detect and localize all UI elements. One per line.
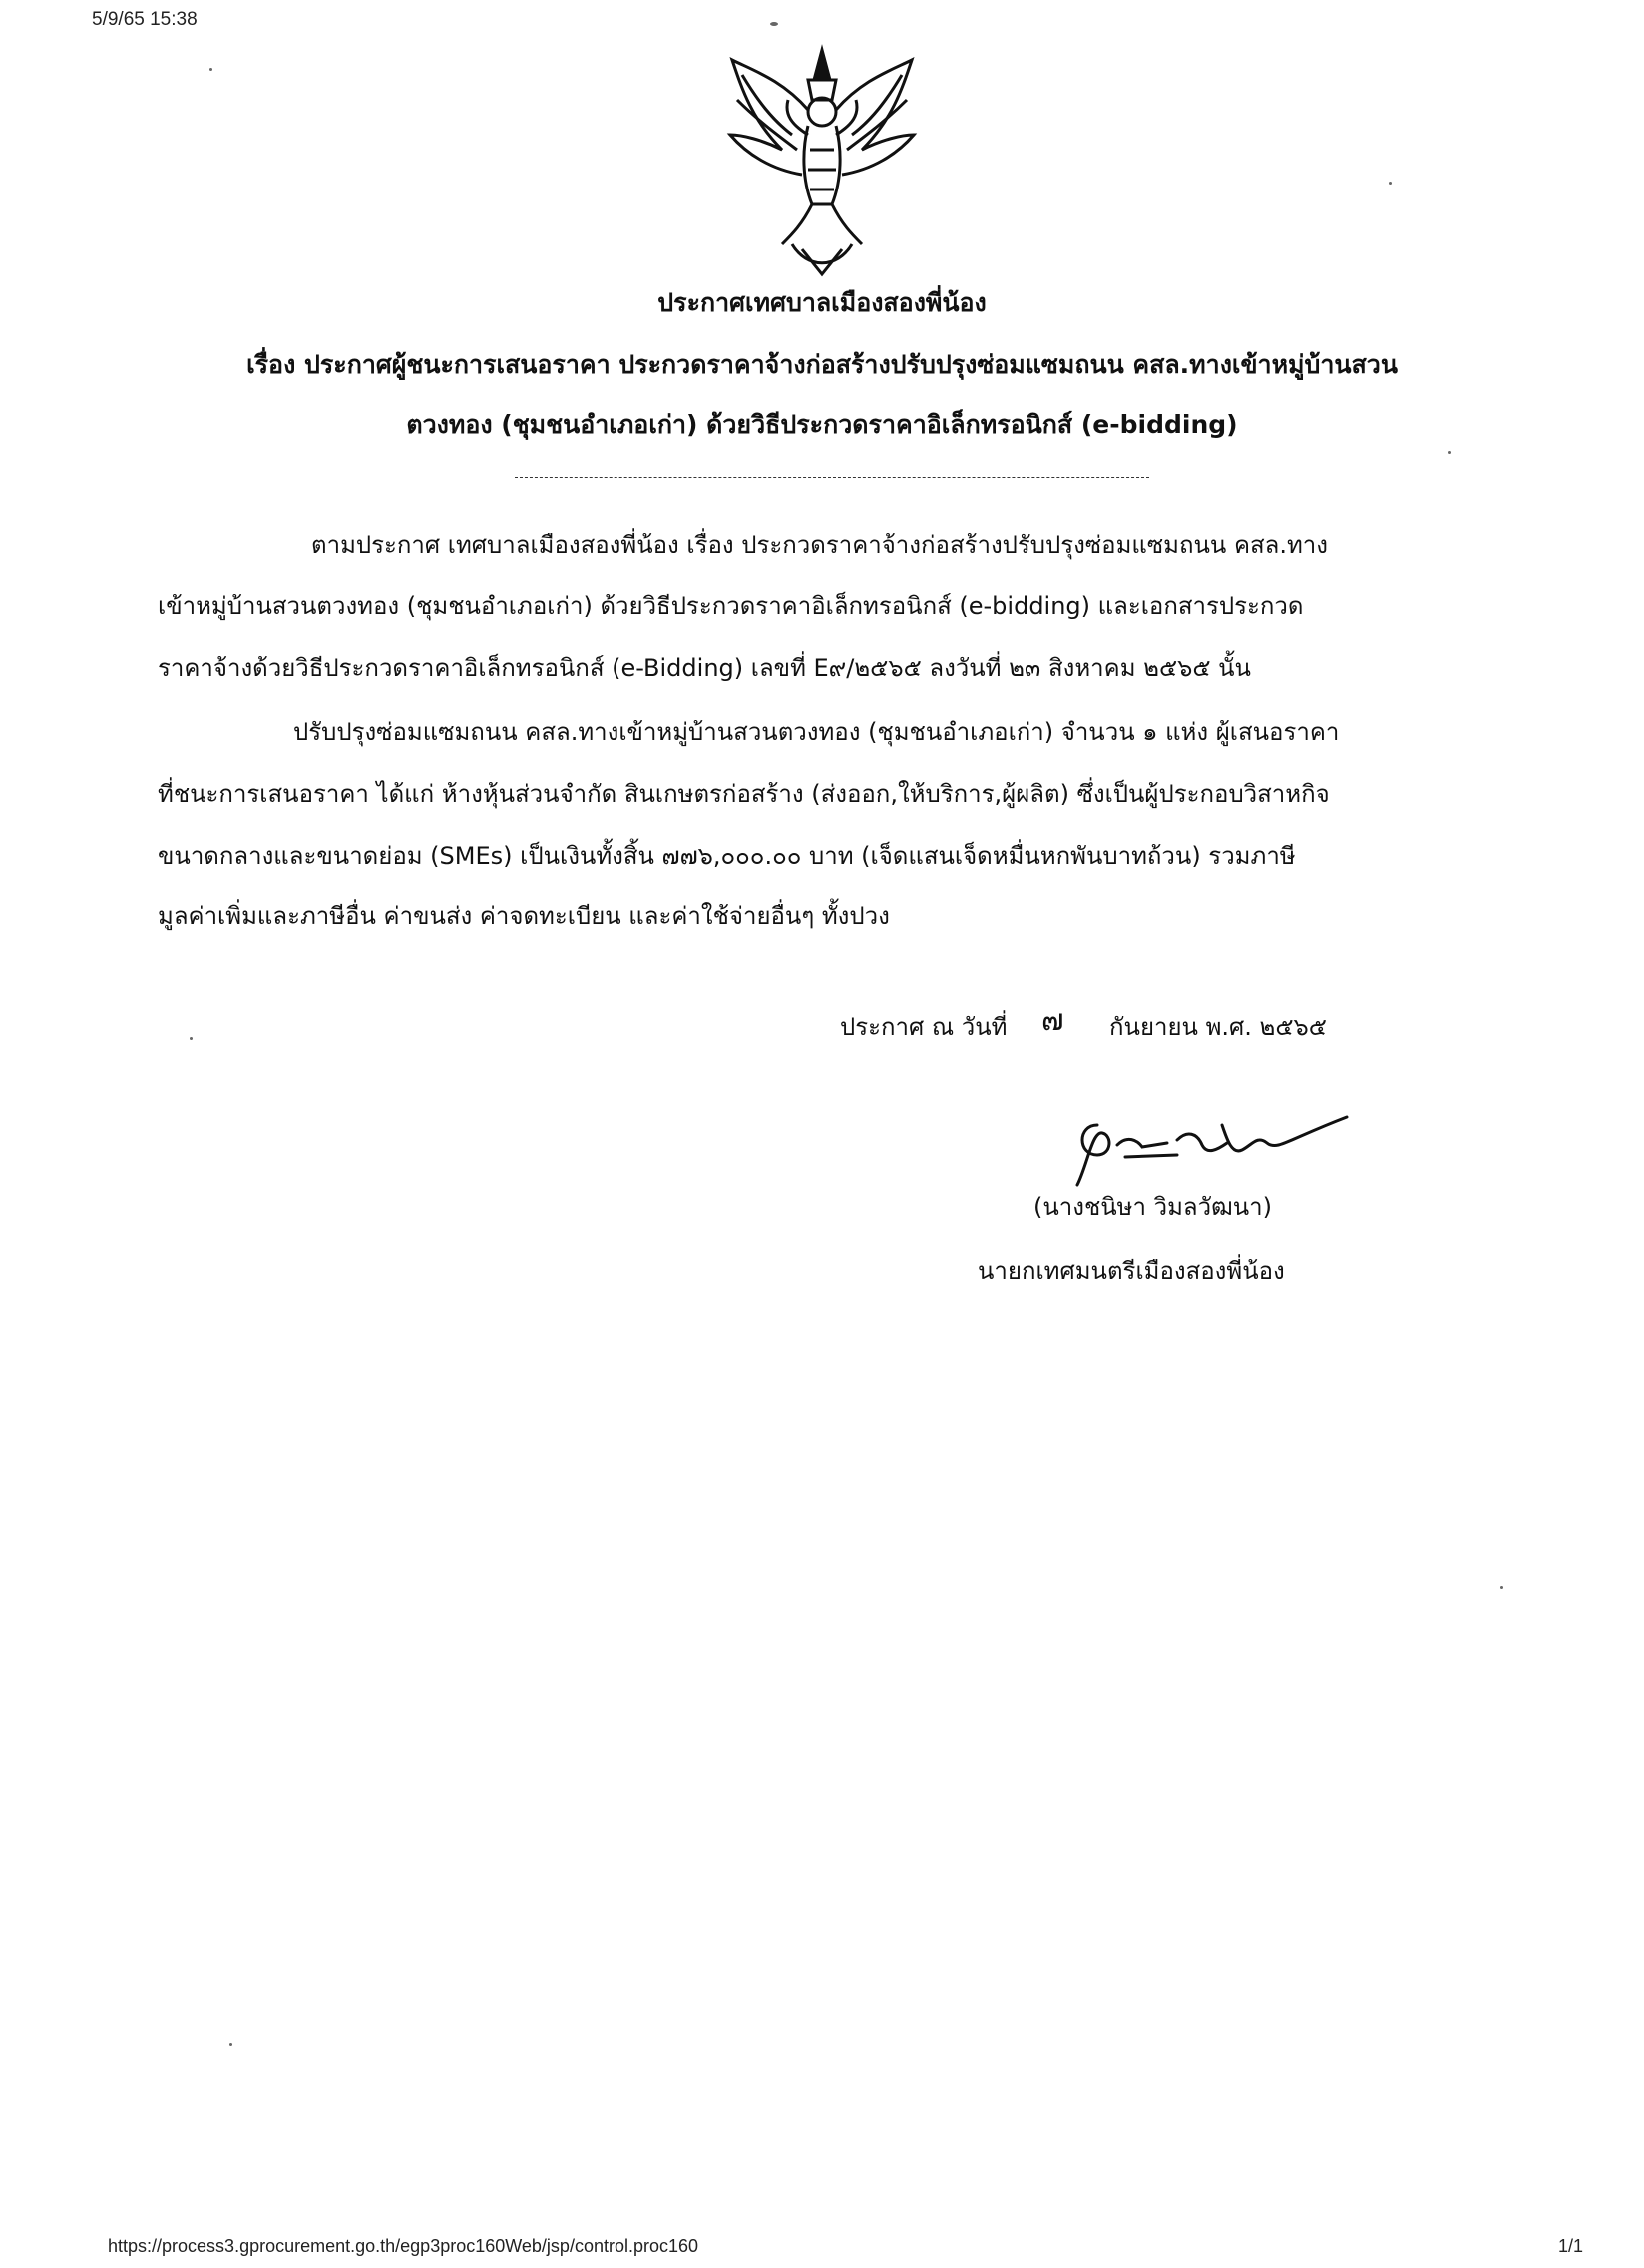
signer-title: นายกเทศมนตรีเมืองสองพี่น้อง [978, 1257, 1285, 1285]
paragraph1-line2: เข้าหมู่บ้านสวนตวงทอง (ชุมชนอำเภอเก่า) ด้วยวิธีประกวดราคาอิเล็กทรอนิกส์ (e-bidding) และเอกสารประกวด [158, 592, 1304, 620]
paragraph2-line4: มูลค่าเพิ่มและภาษีอื่น ค่าขนส่ง ค่าจดทะเบียน และค่าใช้จ่ายอื่นๆ ทั้งปวง [158, 902, 890, 930]
scan-speck [770, 22, 778, 26]
scan-speck [229, 2043, 232, 2046]
scan-speck [190, 1037, 193, 1040]
paragraph2-line3: ขนาดกลางและขนาดย่อม (SMEs) เป็นเงินทั้งสิ้น ๗๗๖,๐๐๐.๐๐ บาท (เจ็ดแสนเจ็ดหมื่นหกพันบาทถ้วน) รวมภาษี [158, 842, 1296, 870]
announcement-date-month-year: กันยายน พ.ศ. ๒๕๖๕ [1109, 1013, 1327, 1041]
signature-icon [1057, 1085, 1357, 1195]
paragraph1-line1: ตามประกาศ เทศบาลเมืองสองพี่น้อง เรื่อง ประกวดราคาจ้างก่อสร้างปรับปรุงซ่อมแซมถนน คสล.ทาง [311, 531, 1329, 559]
announcement-issuer: ประกาศเทศบาลเมืองสองพี่น้อง [657, 288, 987, 317]
announcement-date-prefix: ประกาศ ณ วันที่ [840, 1013, 1008, 1041]
print-datetime: 5/9/65 15:38 [92, 9, 198, 30]
announcement-subject-line1: เรื่อง ประกาศผู้ชนะการเสนอราคา ประกวดราคาจ้างก่อสร้างปรับปรุงซ่อมแซมถนน คสล.ทางเข้าหมู่บ้านสวน [246, 350, 1398, 379]
paragraph1-line3: ราคาจ้างด้วยวิธีประกวดราคาอิเล็กทรอนิกส์ (e-Bidding) เลขที่ E๙/๒๕๖๕ ลงวันที่ ๒๓ สิงหาคม ๒๕๖๕ นั้น [158, 654, 1251, 682]
paragraph2-line1: ปรับปรุงซ่อมแซมถนน คสล.ทางเข้าหมู่บ้านสวนตวงทอง (ชุมชนอำเภอเก่า) จำนวน ๑ แห่ง ผู้เสนอราคา [293, 718, 1340, 746]
print-footer-page: 1/1 [1558, 2236, 1584, 2256]
scan-speck [1448, 451, 1451, 454]
paragraph2-line2: ที่ชนะการเสนอราคา ได้แก่ ห้างหุ้นส่วนจำกัด สินเกษตรก่อสร้าง (ส่งออก,ให้บริการ,ผู้ผลิต) ซึ่งเป็นผู้ประกอบวิสาหกิจ [158, 780, 1330, 808]
scan-speck [209, 68, 212, 71]
announcement-subject-line2: ตวงทอง (ชุมชนอำเภอเก่า) ด้วยวิธีประกวดราคาอิเล็กทรอนิกส์ (e-bidding) [406, 410, 1238, 439]
scan-speck [1500, 1586, 1503, 1589]
signer-name: (นางชนิษา วิมลวัฒนา) [1033, 1193, 1272, 1221]
title-divider [515, 477, 1149, 478]
scan-speck [1389, 182, 1392, 185]
garuda-emblem-icon [722, 40, 922, 279]
announcement-date-day: ๗ [1041, 1003, 1064, 1038]
print-footer-url: https://process3.gprocurement.go.th/egp3proc160Web/jsp/control.proc160 [108, 2236, 699, 2256]
